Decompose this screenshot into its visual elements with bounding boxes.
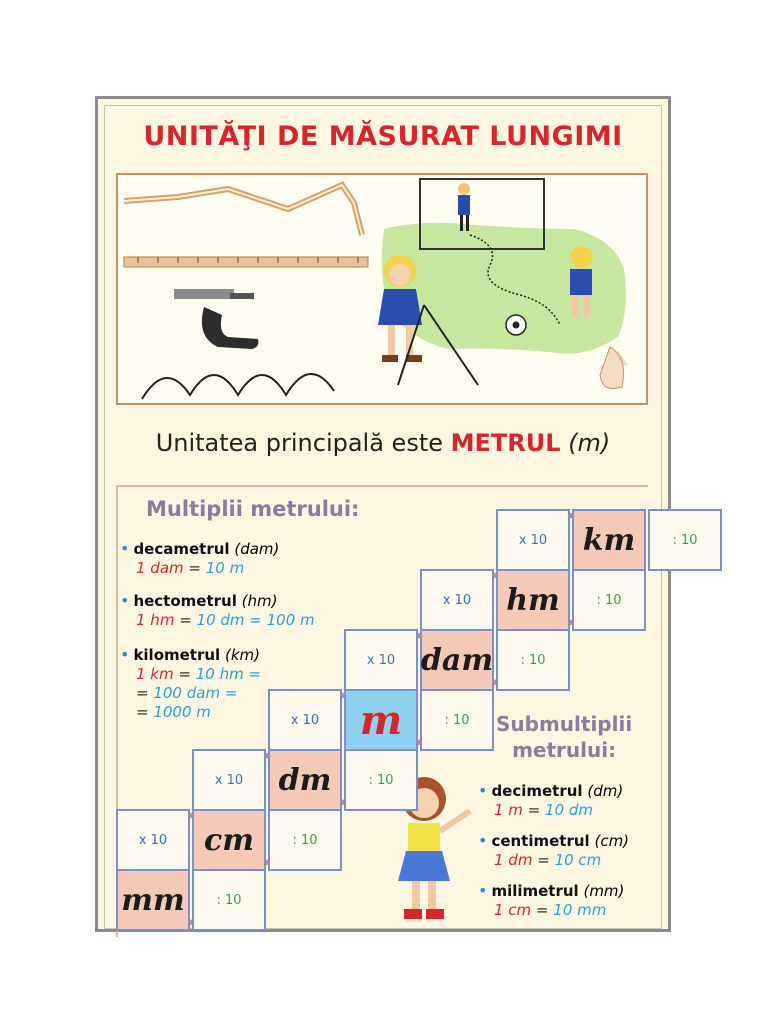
item-abbr: (dm)	[587, 782, 624, 800]
item-abbr: (mm)	[583, 882, 625, 900]
item-name: hectometrul	[133, 592, 237, 610]
eq-sign: =	[522, 801, 546, 819]
bullet-icon: •	[120, 645, 130, 664]
item-name: decimetrul	[491, 782, 583, 800]
item-name: centimetrul	[491, 832, 590, 850]
eq-left: 1 dm	[494, 851, 533, 869]
eq-left: 1 km	[136, 665, 174, 683]
multiples-heading: Multiplii metrului:	[146, 497, 360, 521]
submultiples-heading-line1: Submultiplii	[496, 712, 633, 736]
divide-label: : 10	[344, 749, 418, 811]
eq-sign: =	[183, 559, 206, 577]
divide-label: : 10	[192, 869, 266, 931]
item-abbr: (km)	[224, 646, 260, 664]
divide-label: : 10	[420, 689, 494, 751]
poster	[95, 96, 698, 932]
eq-left: 1 cm	[494, 901, 532, 919]
item-abbr: (hm)	[241, 592, 278, 610]
multiply-label: x 10	[420, 569, 494, 631]
eq-right: 10 mm	[553, 901, 607, 919]
eq-sign: =	[136, 703, 154, 721]
bullet-icon: •	[478, 881, 488, 900]
page-title: UNITĂŢI DE MĂSURAT LUNGIMI	[143, 121, 623, 152]
unit-cell-hm: hm	[496, 569, 570, 631]
eq-right: 100 dam =	[153, 684, 238, 702]
principal-highlight: METRUL	[450, 429, 561, 457]
unit-cell-dm: dm	[268, 749, 342, 811]
unit-cell-km: km	[572, 509, 646, 571]
divide-label: : 10	[648, 509, 722, 571]
unit-cell-cm: cm	[192, 809, 266, 871]
principal-symbol: (m)	[568, 429, 611, 457]
eq-sign: =	[532, 851, 555, 869]
eq-sign: =	[136, 684, 154, 702]
bullet-icon: •	[120, 591, 130, 610]
eq-right: 10 dm	[545, 801, 594, 819]
eq-right: 10 cm	[554, 851, 602, 869]
multiply-label: x 10	[192, 749, 266, 811]
unit-cell-dam: dam	[420, 629, 494, 691]
eq-right: 1000 m	[153, 703, 211, 721]
item-abbr: (dam)	[234, 540, 280, 558]
multiply-label: x 10	[268, 689, 342, 751]
item-name: decametrul	[133, 540, 230, 558]
multiply-label: x 10	[344, 629, 418, 691]
item-name: kilometrul	[133, 646, 221, 664]
divide-label: : 10	[268, 809, 342, 871]
eq-right: 10 dm = 100 m	[196, 611, 315, 629]
bullet-icon: •	[478, 831, 488, 850]
eq-left: 1 hm	[136, 611, 175, 629]
eq-right: 10 m	[205, 559, 245, 577]
eq-left: 1 m	[494, 801, 523, 819]
eq-sign: =	[531, 901, 554, 919]
eq-sign: =	[173, 665, 196, 683]
eq-left: 1 dam	[136, 559, 184, 577]
eq-right: 10 hm =	[195, 665, 262, 683]
eq-sign: =	[174, 611, 197, 629]
item-abbr: (cm)	[594, 832, 630, 850]
bullet-icon: •	[478, 781, 488, 800]
divide-label: : 10	[496, 629, 570, 691]
divide-label: : 10	[572, 569, 646, 631]
bullet-icon: •	[120, 539, 130, 558]
principal-prefix: Unitatea principală este	[155, 429, 451, 457]
multiply-label: x 10	[496, 509, 570, 571]
unit-cell-m: m	[344, 689, 418, 751]
submultiples-heading-line2: metrului:	[512, 738, 617, 762]
multiply-label: x 10	[116, 809, 190, 871]
item-name: milimetrul	[491, 882, 579, 900]
unit-cell-mm: mm	[116, 869, 190, 931]
